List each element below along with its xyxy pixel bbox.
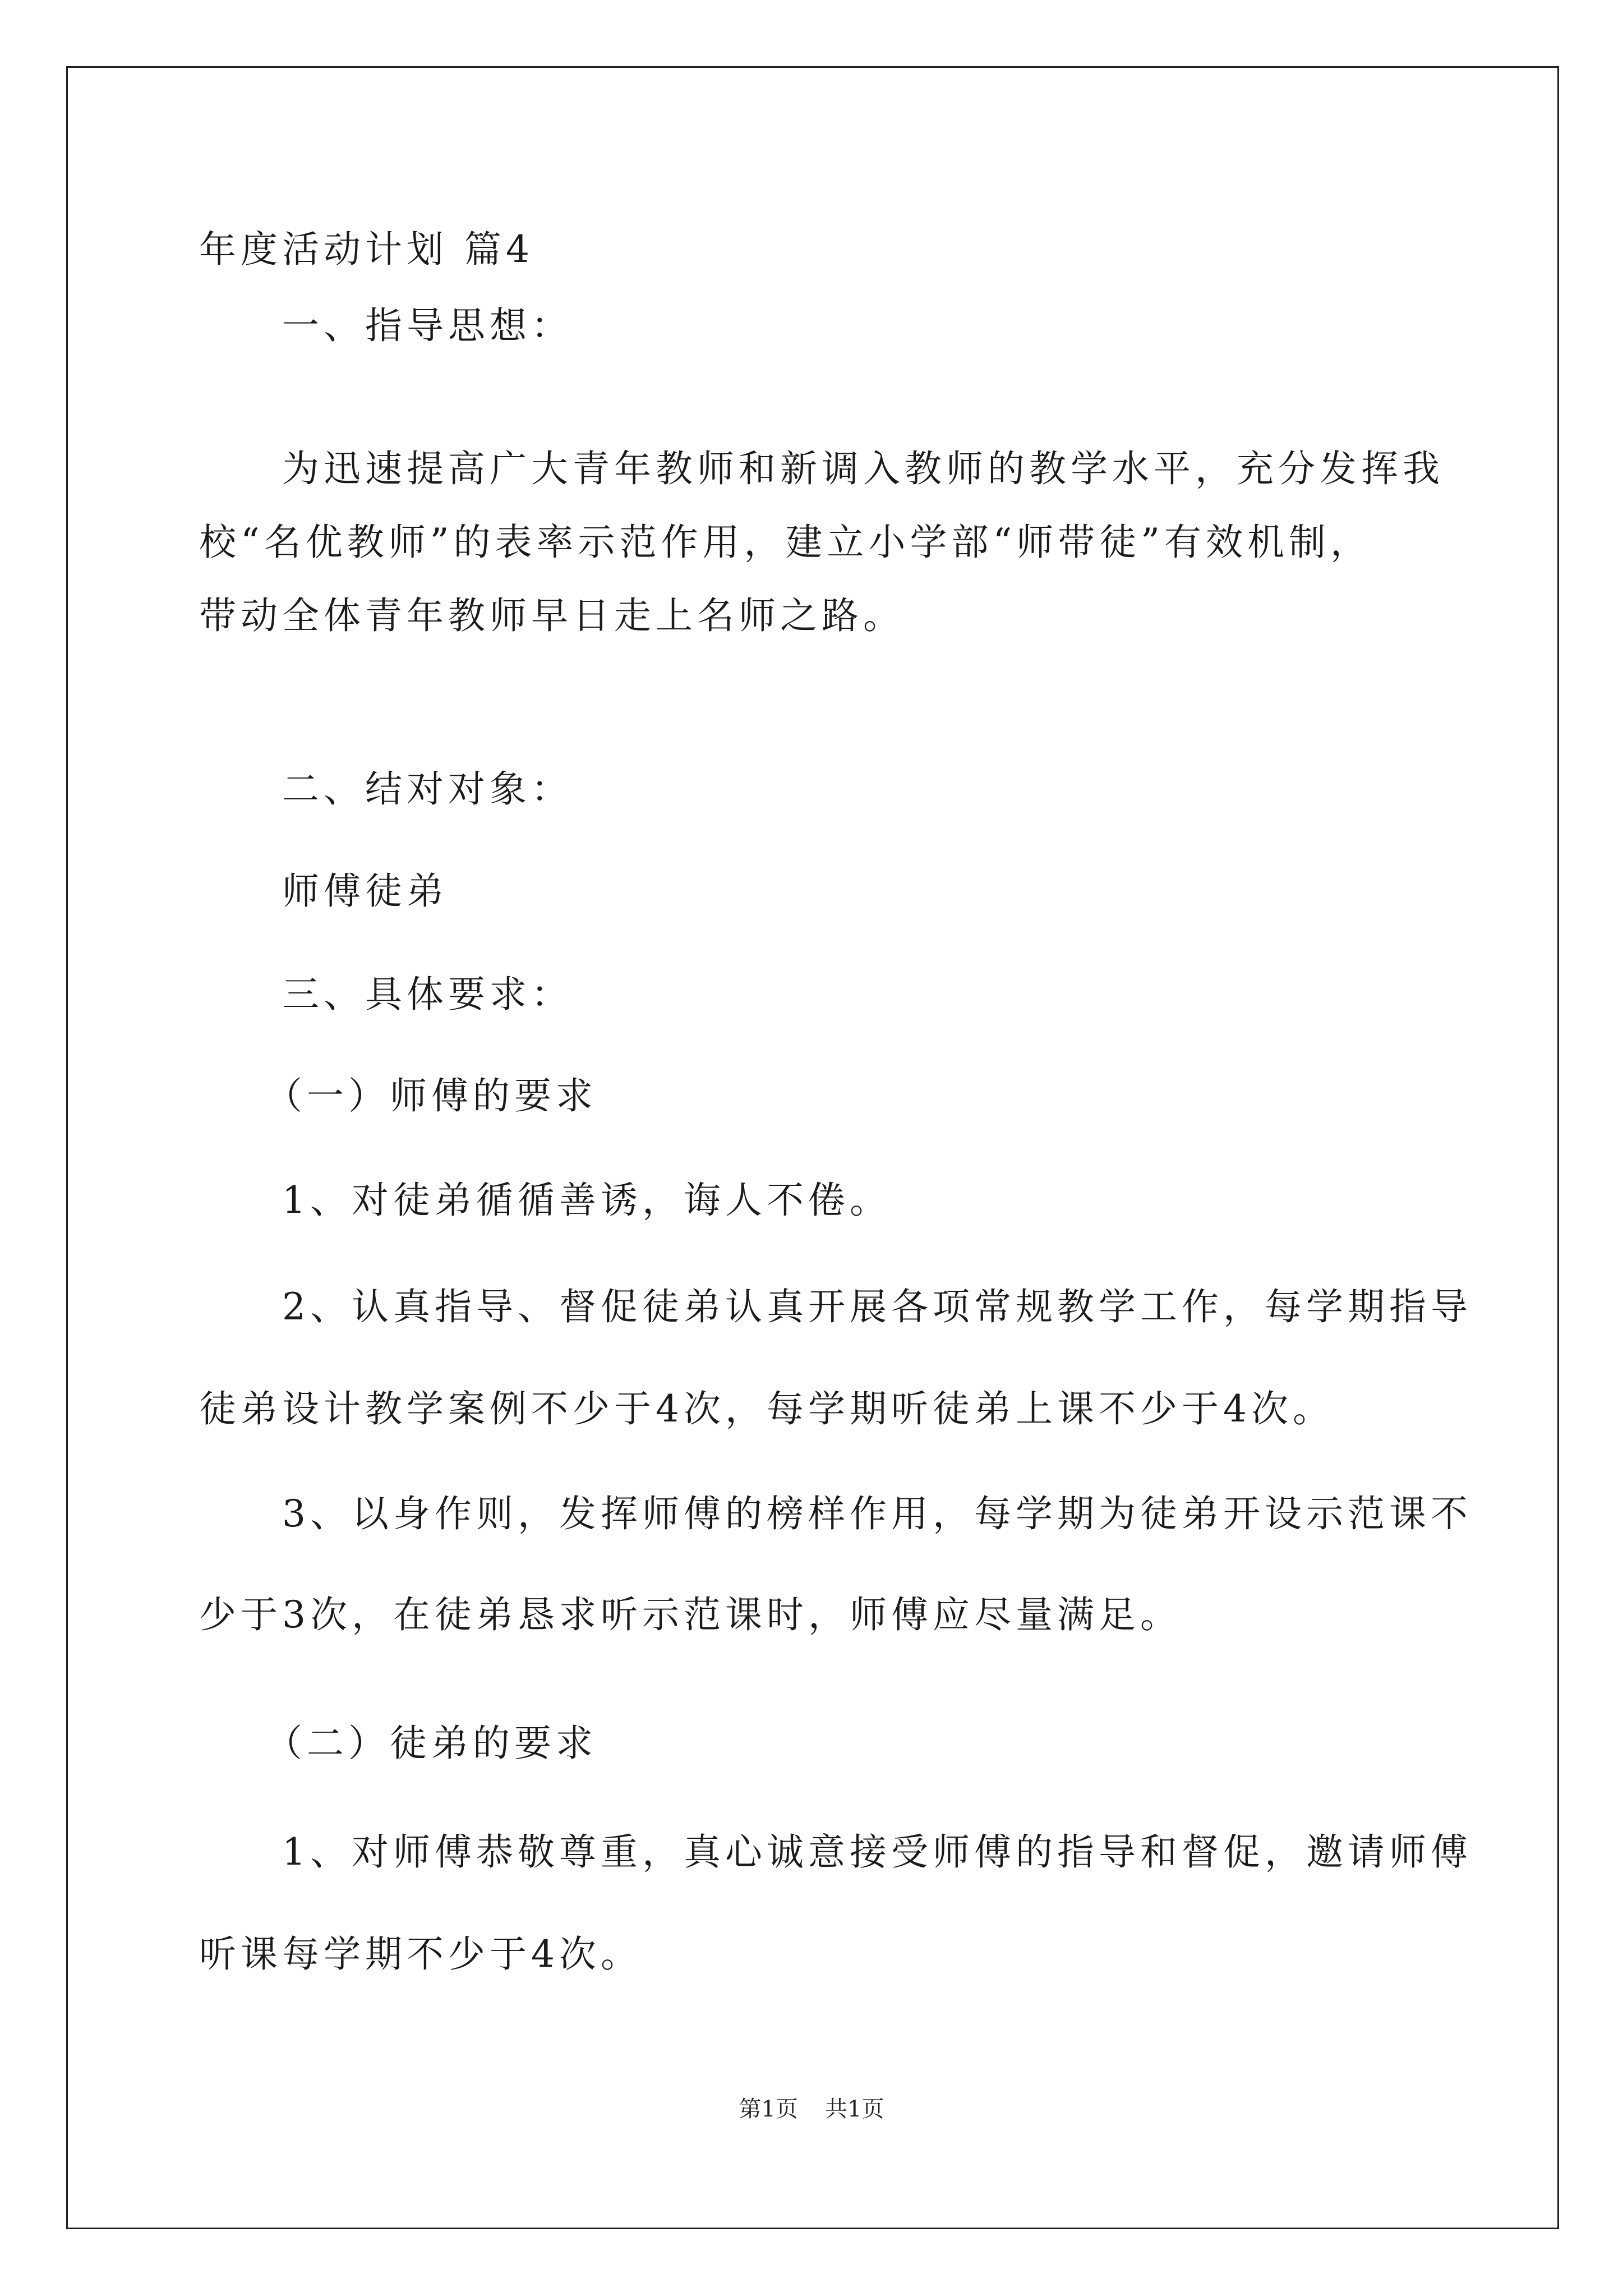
document-title: 年度活动计划 篇4 xyxy=(199,228,534,271)
list-item-continuation: 少于3次，在徒弟恳求听示范课时，师傅应尽量满足。 xyxy=(199,1593,1182,1636)
paragraph-line: 带动全体青年教师早日走上名师之路。 xyxy=(199,594,905,637)
paragraph-line: 校“名优教师”的表率示范作用，建立小学部“师带徒”有效机制， xyxy=(199,521,1372,564)
list-item: 3、以身作则，发挥师傅的榜样作用，每学期为徒弟开设示范课不 xyxy=(282,1492,1472,1535)
paragraph-line: 师傅徒弟 xyxy=(282,869,448,913)
list-item: 2、认真指导、督促徒弟认真开展各项常规教学工作，每学期指导 xyxy=(282,1285,1472,1328)
list-item: 1、对徒弟循循善诱，诲人不倦。 xyxy=(282,1179,891,1222)
page-total: 共1页 xyxy=(825,2096,884,2122)
section-heading-requirements: 三、具体要求： xyxy=(282,973,573,1016)
page-footer xyxy=(0,2095,1623,2123)
subsection-heading-apprentice: （二）徒弟的要求 xyxy=(265,1722,597,1765)
list-item-continuation: 徒弟设计教学案例不少于4次，每学期听徒弟上课不少于4次。 xyxy=(199,1387,1334,1430)
subsection-heading-master: （一）师傅的要求 xyxy=(265,1074,597,1117)
paragraph-line: 为迅速提高广大青年教师和新调入教师的教学水平，充分发挥我 xyxy=(282,447,1444,490)
page-number: 第1页 xyxy=(739,2096,798,2122)
section-heading-guiding-thought: 一、指导思想： xyxy=(282,304,573,347)
section-heading-pairing: 二、结对对象： xyxy=(282,767,573,811)
page-border xyxy=(66,66,1559,2229)
list-item: 1、对师傅恭敬尊重，真心诚意接受师傅的指导和督促，邀请师傅 xyxy=(282,1830,1472,1874)
list-item-continuation: 听课每学期不少于4次。 xyxy=(199,1932,642,1976)
